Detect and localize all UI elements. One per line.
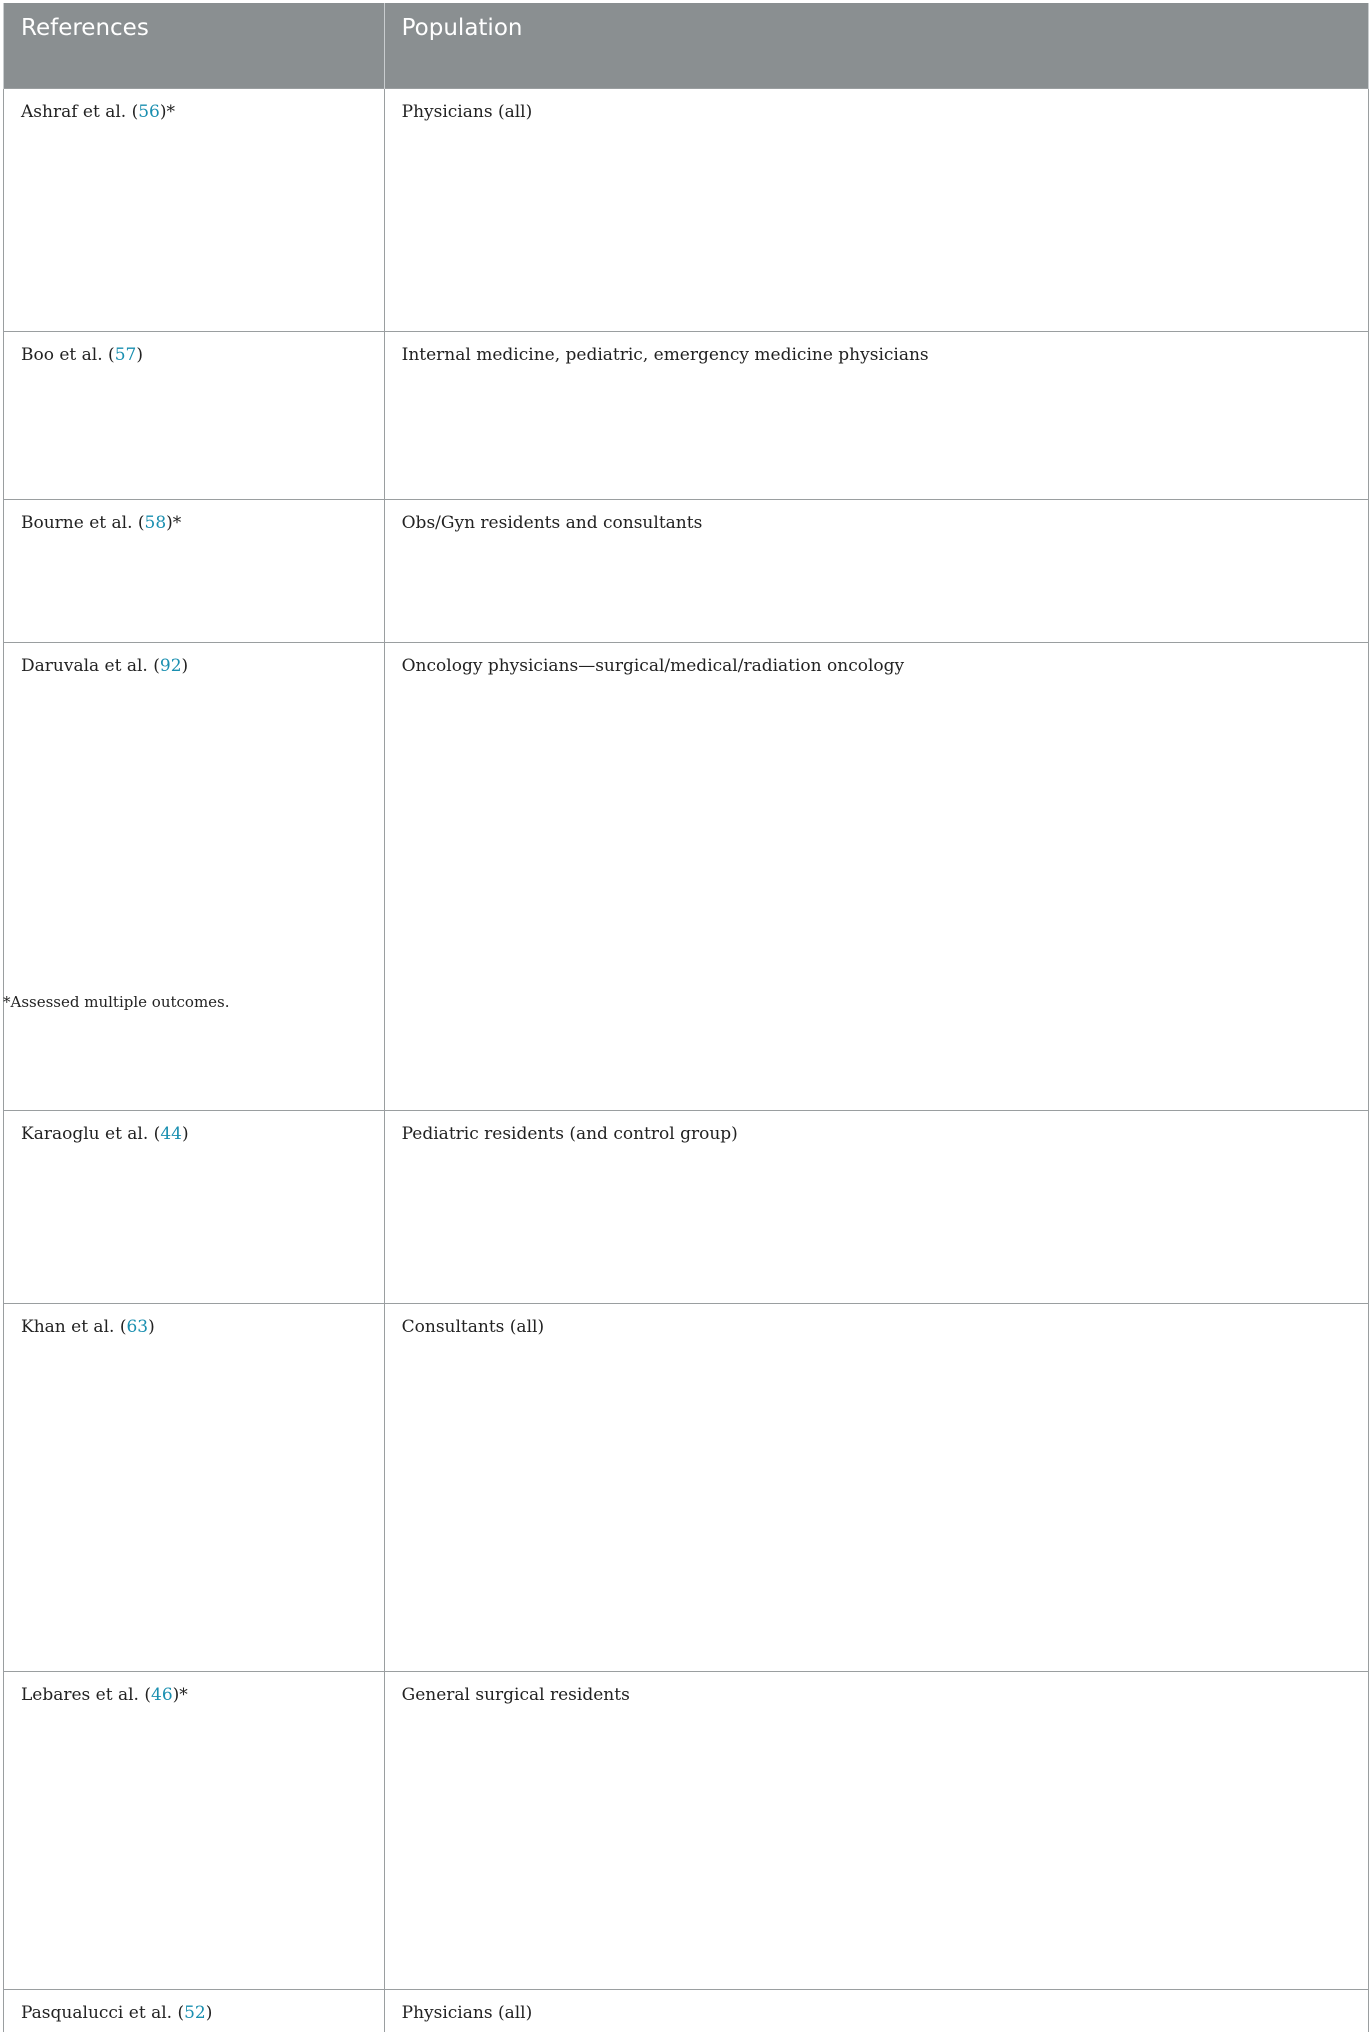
author-text: Pasqualucci et al. ( — [21, 2003, 184, 2023]
table-row — [4, 1672, 1369, 1990]
reference-link[interactable]: 56 — [138, 102, 160, 122]
reference-suffix: ) — [206, 2003, 213, 2023]
author-text: Daruvala et al. ( — [21, 656, 160, 676]
cell-population: Obs/Gyn residents and consultants — [384, 500, 1368, 643]
header-population: Population — [384, 3, 1368, 89]
cell-reference — [4, 643, 385, 1111]
cell-population: Physicians (all) — [384, 89, 1368, 332]
reference-suffix: ) — [148, 1317, 155, 1337]
author-text: Ashraf et al. ( — [21, 102, 138, 122]
reference-suffix: )* — [173, 1685, 188, 1705]
reference-suffix: ) — [182, 1124, 189, 1144]
author-text: Lebares et al. ( — [21, 1685, 151, 1705]
reference-link[interactable]: 57 — [115, 345, 137, 365]
table-row — [4, 1111, 1369, 1304]
cell-reference — [4, 1111, 385, 1304]
reference-link[interactable]: 58 — [145, 513, 167, 533]
reference-suffix: ) — [136, 345, 143, 365]
cell-population: General surgical residents — [384, 1672, 1368, 1990]
reference-link[interactable]: 63 — [126, 1317, 148, 1337]
studies-table — [3, 3, 1369, 2032]
cell-population: Physicians (all) — [384, 1990, 1368, 2032]
reference-suffix: )* — [166, 513, 181, 533]
cell-population: Consultants (all) — [384, 1304, 1368, 1672]
cell-population: Internal medicine, pediatric, emergency medicine physicians — [384, 332, 1368, 500]
table-row — [4, 1990, 1369, 2032]
reference-suffix: )* — [160, 102, 175, 122]
cell-reference — [4, 500, 385, 643]
table-row — [4, 89, 1369, 332]
reference-link[interactable]: 46 — [151, 1685, 173, 1705]
cell-reference — [4, 1672, 385, 1990]
author-text: Boo et al. ( — [21, 345, 115, 365]
author-text: Khan et al. ( — [21, 1317, 126, 1337]
cell-population: Oncology physicians—surgical/medical/radiation oncology — [384, 643, 1368, 1111]
table-body — [4, 89, 1369, 2032]
cell-reference — [4, 332, 385, 500]
table-header — [4, 3, 1369, 89]
footnote: *Assessed multiple outcomes. — [3, 993, 230, 1011]
cell-population: Pediatric residents (and control group) — [384, 1111, 1368, 1304]
author-text: Karaoglu et al. ( — [21, 1124, 160, 1144]
table-row — [4, 643, 1369, 1111]
reference-link[interactable]: 92 — [160, 656, 182, 676]
cell-reference — [4, 1304, 385, 1672]
reference-suffix: ) — [182, 656, 189, 676]
table-row — [4, 500, 1369, 643]
table-row — [4, 332, 1369, 500]
header-references: References — [4, 3, 385, 89]
cell-reference — [4, 1990, 385, 2032]
cell-reference — [4, 89, 385, 332]
reference-link[interactable]: 52 — [184, 2003, 206, 2023]
table-row — [4, 1304, 1369, 1672]
author-text: Bourne et al. ( — [21, 513, 145, 533]
reference-link[interactable]: 44 — [160, 1124, 182, 1144]
